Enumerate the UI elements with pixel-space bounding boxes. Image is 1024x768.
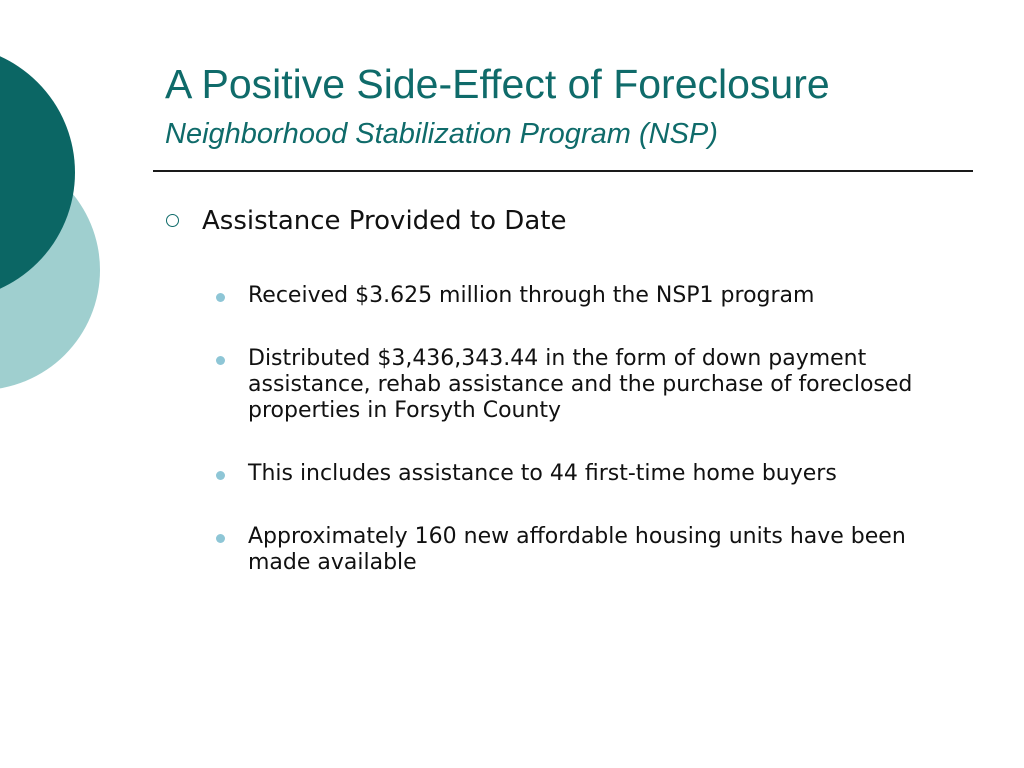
title-divider xyxy=(153,170,973,172)
dot-bullet-icon xyxy=(216,534,225,543)
sub-bullet-text: Approximately 160 new affordable housing units have been made available xyxy=(248,524,906,575)
sub-bullet-item xyxy=(216,524,976,576)
sub-bullet-text: This includes assistance to 44 first-time home buyers xyxy=(248,461,837,486)
dot-bullet-icon xyxy=(216,471,225,480)
dot-bullet-icon xyxy=(216,293,225,302)
main-bullet-text: Assistance Provided to Date xyxy=(202,206,567,236)
main-bullet xyxy=(166,206,566,237)
slide-title: A Positive Side-Effect of Foreclosure xyxy=(165,61,830,107)
sub-bullet-item xyxy=(216,346,976,424)
dot-bullet-icon xyxy=(216,356,225,365)
sub-bullet-item xyxy=(216,461,976,487)
sub-bullet-item xyxy=(216,283,976,309)
slide-subtitle: Neighborhood Stabilization Program (NSP) xyxy=(165,118,718,150)
hollow-circle-bullet-icon xyxy=(166,214,179,227)
sub-bullet-text: Received $3.625 million through the NSP1 program xyxy=(248,283,815,308)
sub-bullet-text: Distributed $3,436,343.44 in the form of down payment assistance, rehab assistance and the purchase of foreclosed properties in Forsyth County xyxy=(248,346,913,423)
sub-bullet-list xyxy=(216,283,976,613)
